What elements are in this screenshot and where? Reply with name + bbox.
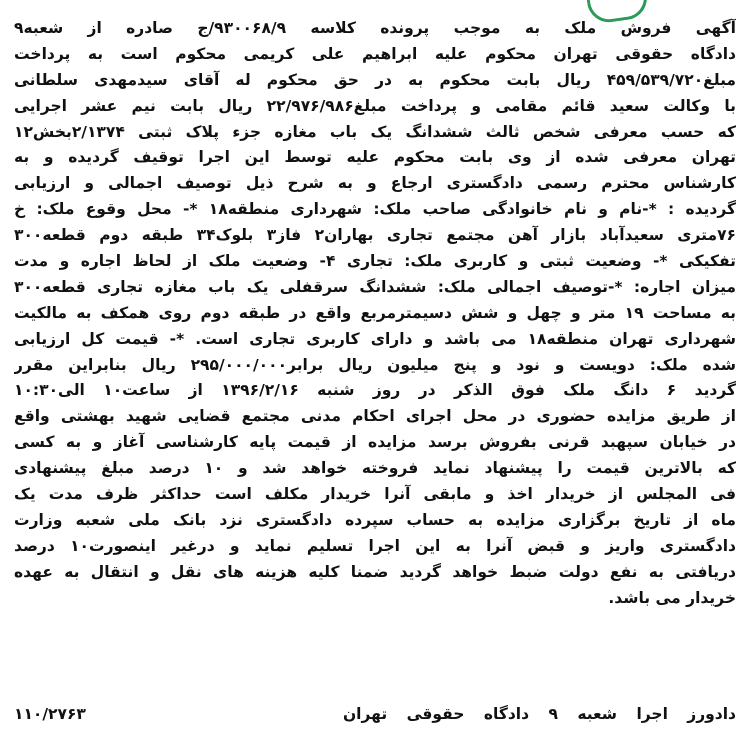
notice-line: دادگاه حقوقی تهران محکوم علیه ابراهیم علی کریمی محکوم است به پرداخت [14, 44, 736, 63]
notice-line: خریدار می باشد. [608, 588, 736, 607]
notice-line: آگهی فروش ملک به موجب پرونده کلاسه ۹۳۰۰۶۸/۹/ج صادره از شعبه۹ [14, 19, 736, 37]
notice-line: دریافتی به نفع دولت ضبط خواهد گردید ضمنا کلیه هزینه های نقل و انتقال به عهده [14, 562, 736, 581]
notice-line: تفکیکی *- وضعیت ثبتی و کاربری ملک: تجاری ۴- وضعیت ملک از لحاظ اجاره و مدت [14, 252, 736, 271]
notice-line: شده ملک: دویست و نود و پنج میلیون ریال برابر۲۹۵/۰۰۰/۰۰۰ ریال بنابراین مقرر [14, 355, 736, 374]
notice-line: به مساحت ۱۹ متر و چهل و شش دسیمترمربع واقع در طبقه دوم روی همکف به مالکیت [14, 303, 736, 322]
signature: دادورز اجرا شعبه ۹ دادگاه حقوقی تهران [342, 705, 736, 723]
notice-line: ۷۶متری سعیدآباد بازار آهن مجتمع تجاری بهاران۲ فاز۳ بلوک۳۴ طبقه دوم قطعه۳۰۰ [14, 226, 736, 245]
notice-line: دادگستری واریز و قبض آنرا به این اجرا تسلیم نماید و درغیر اینصورت۱۰ درصد [14, 536, 736, 555]
notice-line: در خیابان سپهبد قرنی بفروش برسد مزایده از قیمت پایه کارشناسی آغاز و به کسی [14, 433, 736, 452]
notice-line: کارشناس محترم رسمی دادگستری ارجاع و به شرح ذیل توصیف اجمالی و ارزیابی [14, 174, 736, 193]
notice-footer [14, 700, 736, 728]
notice-line: ماه از تاریخ برگزاری مزایده به حساب سپرده دادگستری نزد بانک ملی شعبه وزارت [14, 510, 736, 529]
notice-line: با وکالت سعید قائم مقامی و پرداخت مبلغ۲۲/۹۷۶/۹۸۶ ریال بابت نیم عشر اجرایی [14, 96, 736, 115]
notice-line: گردیده : *-نام و نام خانوادگی صاحب ملک: شهرداری منطقه۱۸ *- محل وقوع ملک: خ [14, 200, 736, 219]
notice-line: فی المجلس از خریدار اخذ و مابقی آنرا خریدار مکلف است حداکثر ظرف مدت یک [14, 485, 736, 504]
notice-line: مبلغ۴۵۹/۵۳۹/۷۲۰ ریال بابت محکوم به در حق محکوم له آقای سیدمهدی سلطانی [14, 70, 736, 89]
notice-line: از طریق مزایده حضوری در محل اجرای احکام مدنی مجتمع قضایی شهید بهشتی واقع [14, 407, 736, 426]
notice-line: میزان اجاره: *-توصیف اجمالی ملک: ششدانگ سرقفلی یک باب مغازه تجاری قطعه۳۰۰ [14, 277, 736, 296]
notice-line: شهرداری تهران منطقه۱۸ می باشد و دارای کاربری تجاری است. *- قیمت کل ارزیابی [14, 329, 736, 348]
reference-number: ۱۱۰/۲۷۶۳ [14, 705, 86, 723]
notice-line: که بالاترین قیمت را پیشنهاد نماید فروخته خواهد شد و ۱۰ درصد مبلغ پیشنهادی [14, 459, 736, 478]
notice-line: که حسب معرفی شخص ثالث ششدانگ یک باب مغازه جزء پلاک ثبتی ۲/۱۳۷۴بخش۱۲ [14, 122, 736, 141]
notice-line: تهران معرفی شده از وی بابت محکوم علیه توسط این اجرا توقیف گردیده و به [14, 148, 736, 167]
notice-line: گردید ۶ دانگ ملک فوق الذکر در روز شنبه ۱۳۹۶/۲/۱۶ از ساعت۱۰ الی۱۰:۳۰ [14, 381, 736, 400]
